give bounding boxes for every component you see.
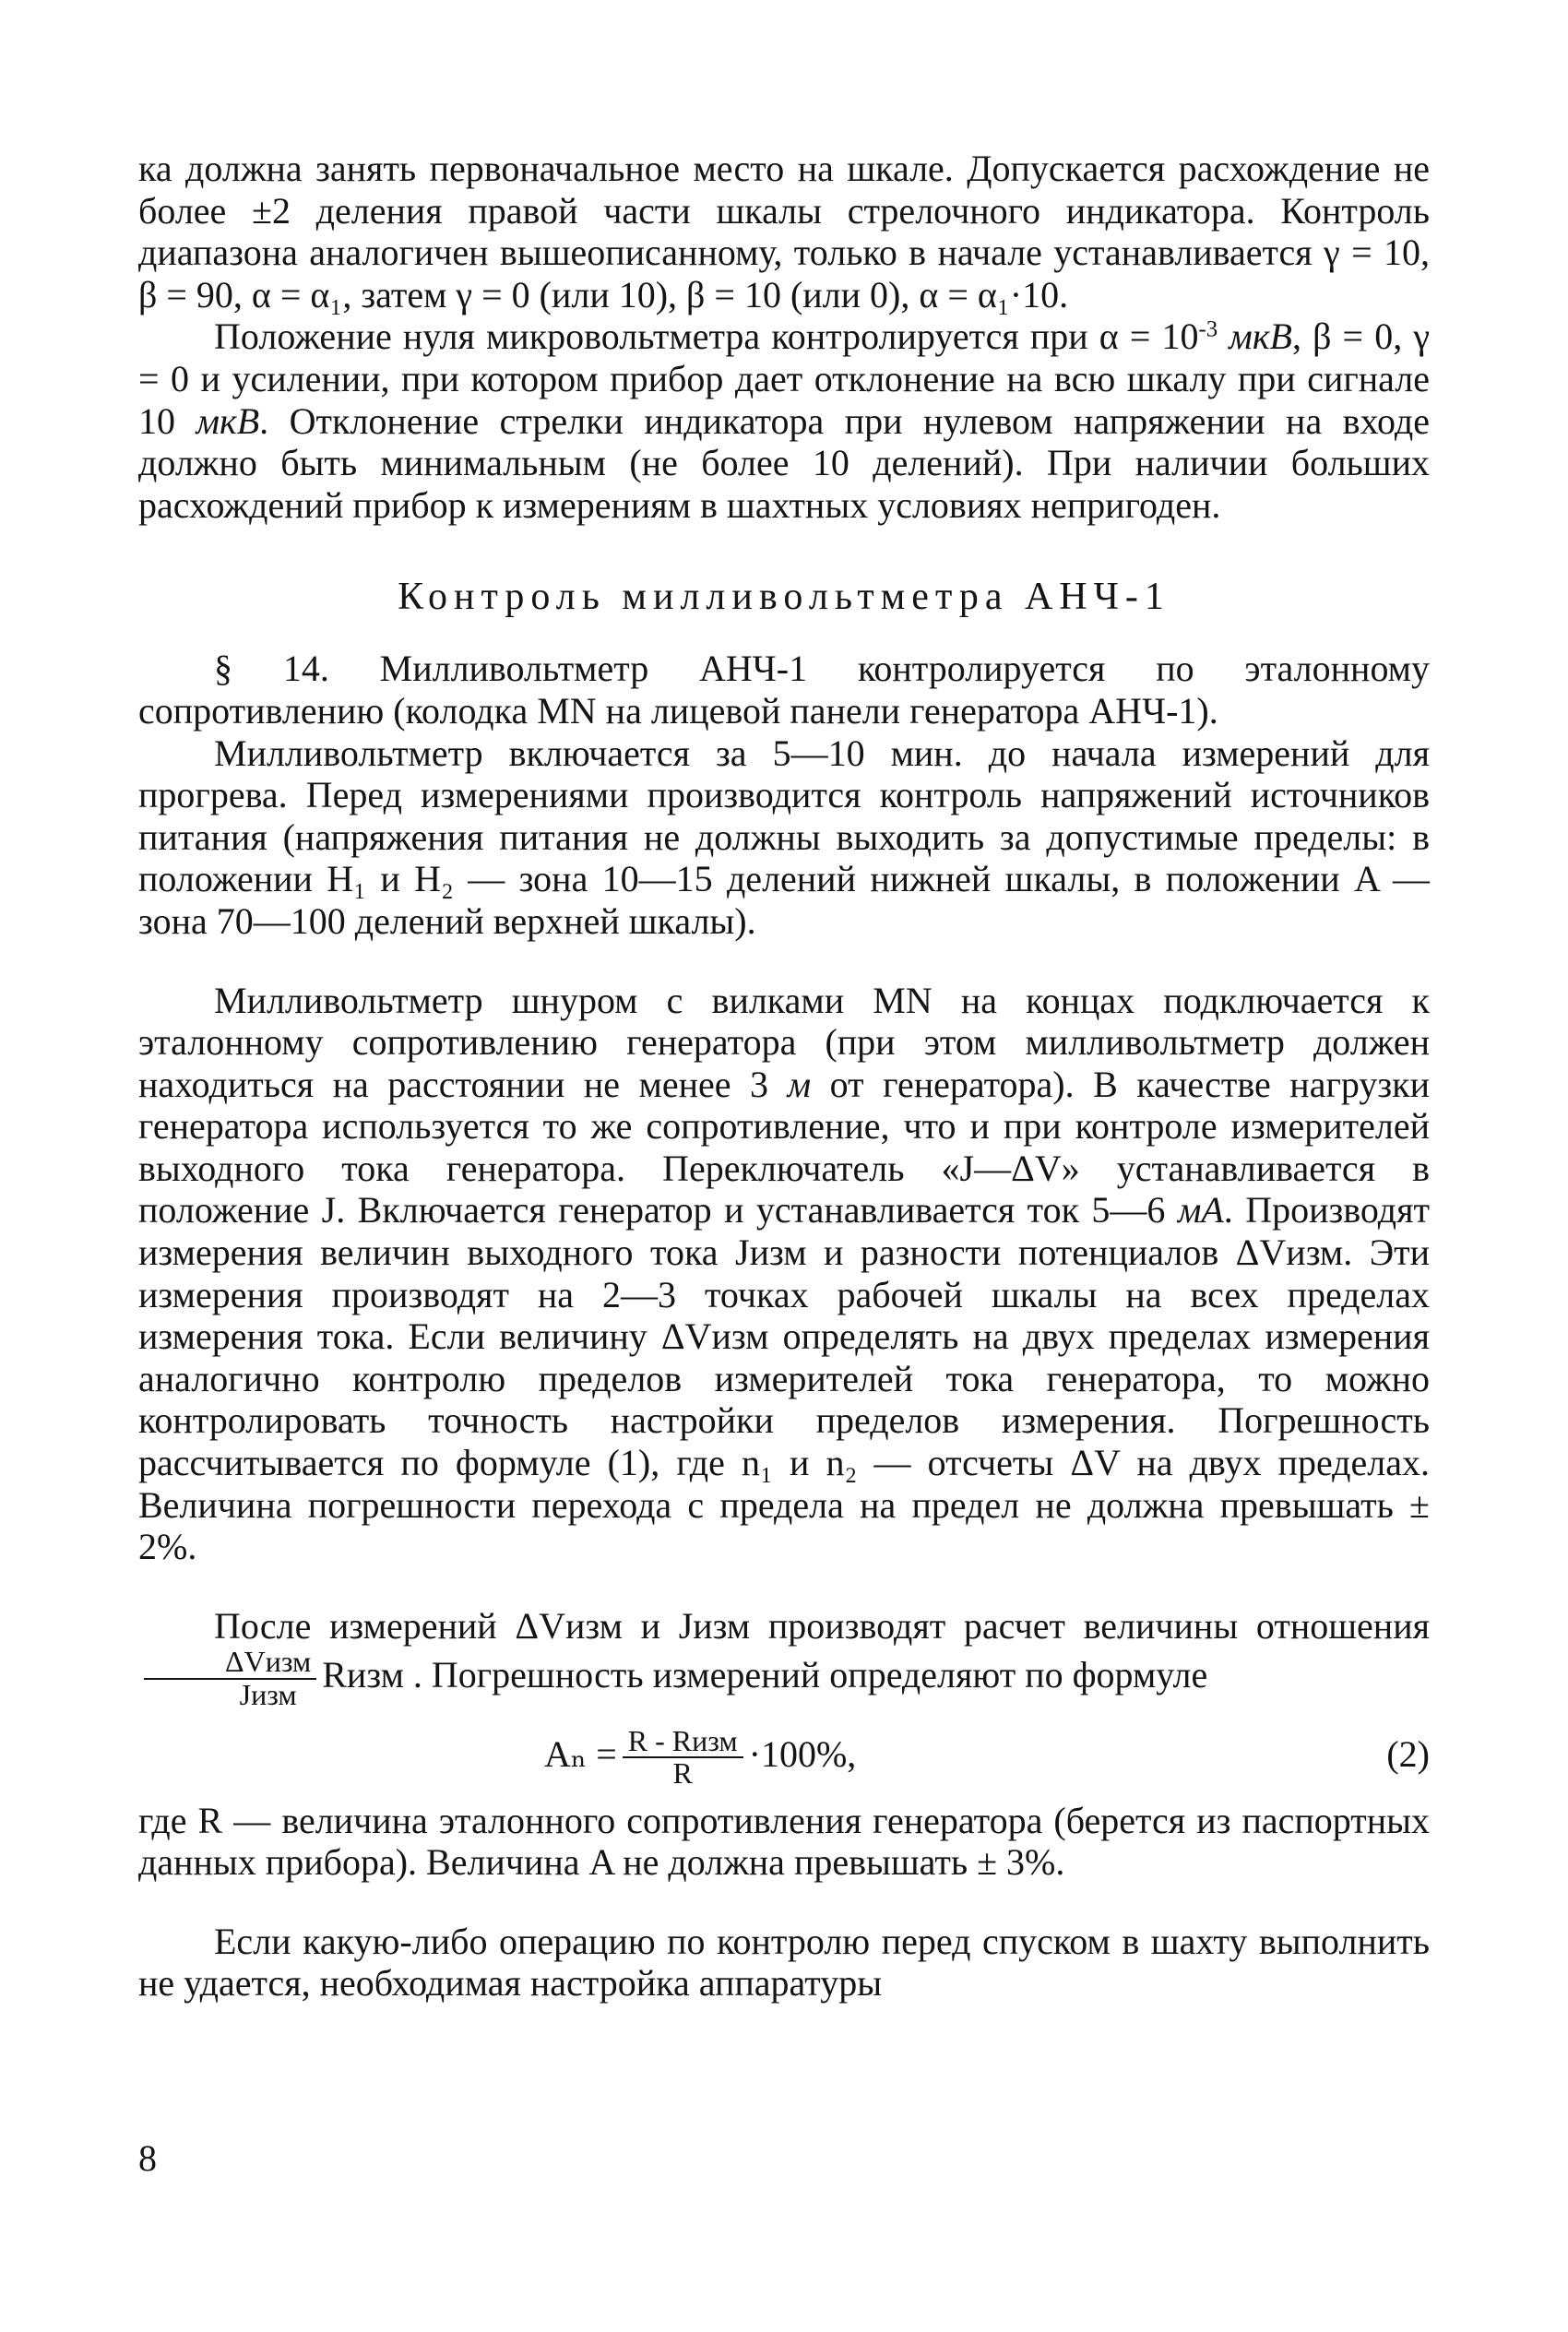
paragraph-6-part-b: Rизм . Погрешность измерений определяют по формуле (322, 1654, 1208, 1696)
unit-mkv: мкВ (1229, 315, 1292, 358)
page-number: 8 (138, 2137, 157, 2179)
paragraph-2-part-b: , β = 0, γ = 0 и усилении, при котором прибор дает отклонение на всю шкалу при сигнале 10 (138, 315, 1431, 442)
ratio-numerator: ΔVизм (144, 1647, 316, 1680)
section-heading: Контроль милливольтметра АНЧ-1 (398, 576, 1170, 619)
formula-fraction (623, 1723, 743, 1791)
paragraph-1: ка должна занять первоначальное место на шкале. Допускается расхождение не более ±2 деления правой части шкалы стрелочного индикатора. Контроль диапазона аналогичен вышеописанному, только в начале устанавливается γ = 10, β = 90, α = α₁, затем γ = 0 (или 10), β = 10 (или 0), α = α₁·10. (138, 148, 1430, 315)
formula-expression (544, 1715, 856, 1794)
text-column (138, 148, 1430, 2005)
formula-denominator: R (672, 1756, 693, 1791)
formula-2 (138, 1715, 1430, 1794)
paragraph-4: Милливольтметр включается за 5—10 мин. до начала измерений для прогрева. Перед измерениями производится контроль напряжений источников питания (напряжения питания не должны выходить за допустимые пределы: в положении H₁ и H₂ — зона 10—15 делений нижней шкалы, в положении A — зона 70—100 делений верхней шкалы). (138, 732, 1430, 942)
paragraph-7: где R — величина эталонного сопротивления генератора (берется из паспортных данных прибора). Величина A не должна превышать ± 3%. (138, 1799, 1430, 1884)
formula-lhs: Aₙ = (544, 1732, 617, 1775)
paragraph-6-part-a: После измерений ΔVизм и Jизм производят расчет величины отношения (214, 1604, 1430, 1647)
formula-rhs: ·100%, (748, 1732, 857, 1775)
exponent: -3 (1198, 316, 1218, 342)
paragraph-6 (138, 1605, 1430, 1711)
unit-mkv-2: мкВ (196, 399, 260, 442)
unit-ma: мА (1177, 1189, 1224, 1231)
unit-m: м (787, 1063, 812, 1105)
paragraph-2-part-a: Положение нуля микровольтметра контролируется при α = 10 (214, 315, 1199, 358)
paragraph-2 (138, 315, 1430, 526)
paragraph-5 (138, 980, 1430, 1568)
formula-number: (2) (1386, 1732, 1430, 1775)
paragraph-3: § 14. Милливольтметр АНЧ-1 контролируется по эталонному сопротивлению (колодка MN на лицевой панели генератора АНЧ-1). (138, 648, 1430, 732)
paragraph-5-part-c: . Производят измерения величин выходного тока Jизм и разности потенциалов ΔVизм. Эти измерения производят на 2—3 точках рабочей шкалы на всех пределах измерения тока. Если величину ΔVизм определять на двух пределах измерения аналогично контролю пределов измерителей тока генератора, то можно контролировать точность настройки пределов измерения. Погрешность рассчитывается по формуле (1), где n₁ и n₂ — отсчеты ΔV на двух пределах. Величина погрешности перехода с предела на предел не должна превышать ± 2%. (138, 1189, 1431, 1568)
ratio-fraction (144, 1647, 316, 1710)
formula-numerator: R - Rизм (623, 1726, 743, 1759)
paragraph-8: Если какую-либо операцию по контролю перед спуском в шахту выполнить не удается, необходимая настройка аппаратуры (138, 1920, 1430, 2005)
paragraph-5-part-a: Милливольтметр шнуром с вилками MN на концах подключается к эталонному сопротивлению генератора (при этом милливольтметр должен находиться на расстоянии не менее 3 (138, 979, 1430, 1105)
ratio-denominator: Jизм (239, 1678, 297, 1711)
paragraph-2-part-c: . Отклонение стрелки индикатора при нулевом напряжении на входе должно быть минимальным (не более 10 делений). При наличии больших расхождений прибор к измерениям в шахтных условиях непригоден. (138, 399, 1431, 526)
paragraph-5-part-b: от генератора). В качестве нагрузки генератора используется то же сопротивление, что и при контроле измерителей выходного тока генератора. Переключатель «J—ΔV» устанавливается в положение J. Включается генератор и устанавливается ток 5—6 (138, 1063, 1430, 1231)
